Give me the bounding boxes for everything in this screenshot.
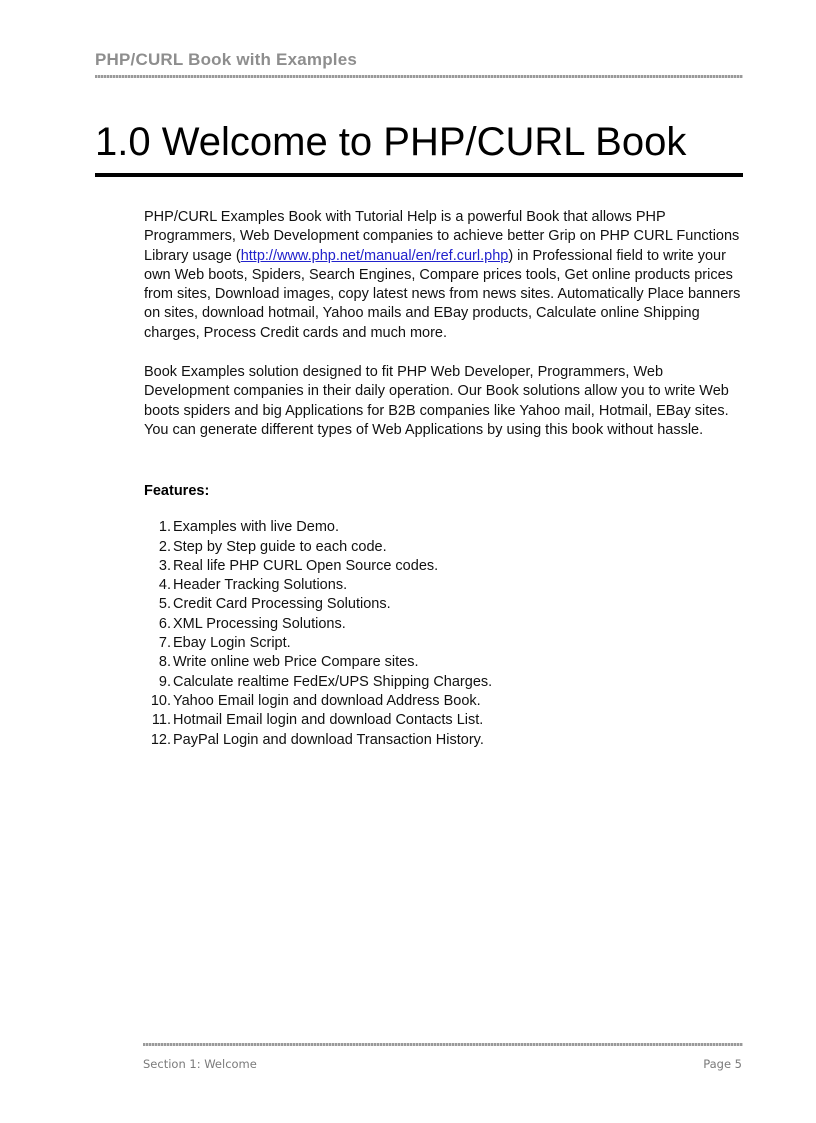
intro-text-after-link: ) in Professional field to write your own Web boots, Spiders, Search Engines, Compare prices tools, Get online products prices from sites, Download images, copy latest news from news sites. Automatically Place banners on sites, download hotmail, Yahoo mails and EBay products, Calculate online Shipping charges, Process Credit cards and much more.: [144, 247, 741, 341]
feature-text: Calculate realtime FedEx/UPS Shipping Charges.: [173, 673, 493, 690]
feature-item: [144, 538, 744, 557]
feature-item: [144, 634, 744, 653]
feature-number: 11.: [151, 712, 171, 729]
chapter-title: 1.0 Welcome to PHP/CURL Book: [95, 120, 687, 164]
intro-text-before-link: PHP/CURL Examples Book with Tutorial Help is a powerful Book that allows PHP Programmers, Web Development companies to achieve better Grip on PHP CURL Functions Library usage (: [144, 209, 740, 264]
feature-list: [144, 518, 744, 750]
feature-number: 10.: [150, 692, 171, 709]
feature-item: [144, 653, 744, 672]
feature-item: [144, 576, 744, 595]
header-rule: [95, 75, 743, 78]
feature-text: Examples with live Demo.: [173, 519, 339, 536]
feature-item: [144, 731, 744, 750]
feature-item: [144, 711, 744, 730]
feature-number: 1.: [158, 519, 171, 536]
feature-number: 2.: [158, 538, 171, 555]
feature-item: [144, 692, 744, 711]
feature-text: Ebay Login Script.: [173, 635, 291, 652]
feature-item: [144, 615, 744, 634]
footer-page-number: Page 5: [703, 1057, 742, 1071]
running-header: PHP/CURL Book with Examples: [95, 50, 358, 69]
feature-text: Real life PHP CURL Open Source codes.: [173, 557, 439, 574]
feature-number: 8.: [158, 654, 171, 671]
solution-paragraph: Book Examples solution designed to fit PHP Web Developer, Programmers, Web Development companies in their daily operation. Our Book solutions allow you to write Web boots spiders and big Applications for B2B companies like Yahoo mail, Hotmail, EBay sites. You can generate different types of Web Applications by using this book without hassle.: [144, 364, 729, 438]
feature-text: Credit Card Processing Solutions.: [173, 596, 391, 613]
feature-text: Yahoo Email login and download Address Book.: [173, 692, 481, 709]
feature-item: [144, 518, 744, 537]
title-rule: [95, 173, 743, 177]
footer-rule: [143, 1043, 743, 1046]
feature-item: [144, 595, 744, 614]
features-heading: Features:: [144, 483, 210, 500]
feature-number: 9.: [158, 673, 171, 690]
feature-text: Header Tracking Solutions.: [173, 577, 348, 594]
feature-number: 12.: [150, 731, 171, 748]
footer-section-label: Section 1: Welcome: [143, 1057, 257, 1071]
feature-item: [144, 673, 744, 692]
feature-item: [144, 557, 744, 576]
feature-text: PayPal Login and download Transaction History.: [173, 731, 484, 748]
feature-text: Hotmail Email login and download Contacts List.: [173, 712, 484, 729]
intro-paragraph: [144, 208, 744, 343]
feature-text: Write online web Price Compare sites.: [173, 654, 419, 671]
body-content: [144, 208, 744, 750]
feature-text: XML Processing Solutions.: [173, 615, 346, 632]
feature-text: Step by Step guide to each code.: [173, 538, 387, 555]
feature-number: 5.: [158, 596, 171, 613]
feature-number: 4.: [158, 577, 171, 594]
feature-number: 7.: [158, 635, 171, 652]
feature-number: 6.: [158, 615, 171, 632]
feature-number: 3.: [158, 557, 171, 574]
curl-manual-link[interactable]: http://www.php.net/manual/en/ref.curl.php: [240, 247, 509, 264]
